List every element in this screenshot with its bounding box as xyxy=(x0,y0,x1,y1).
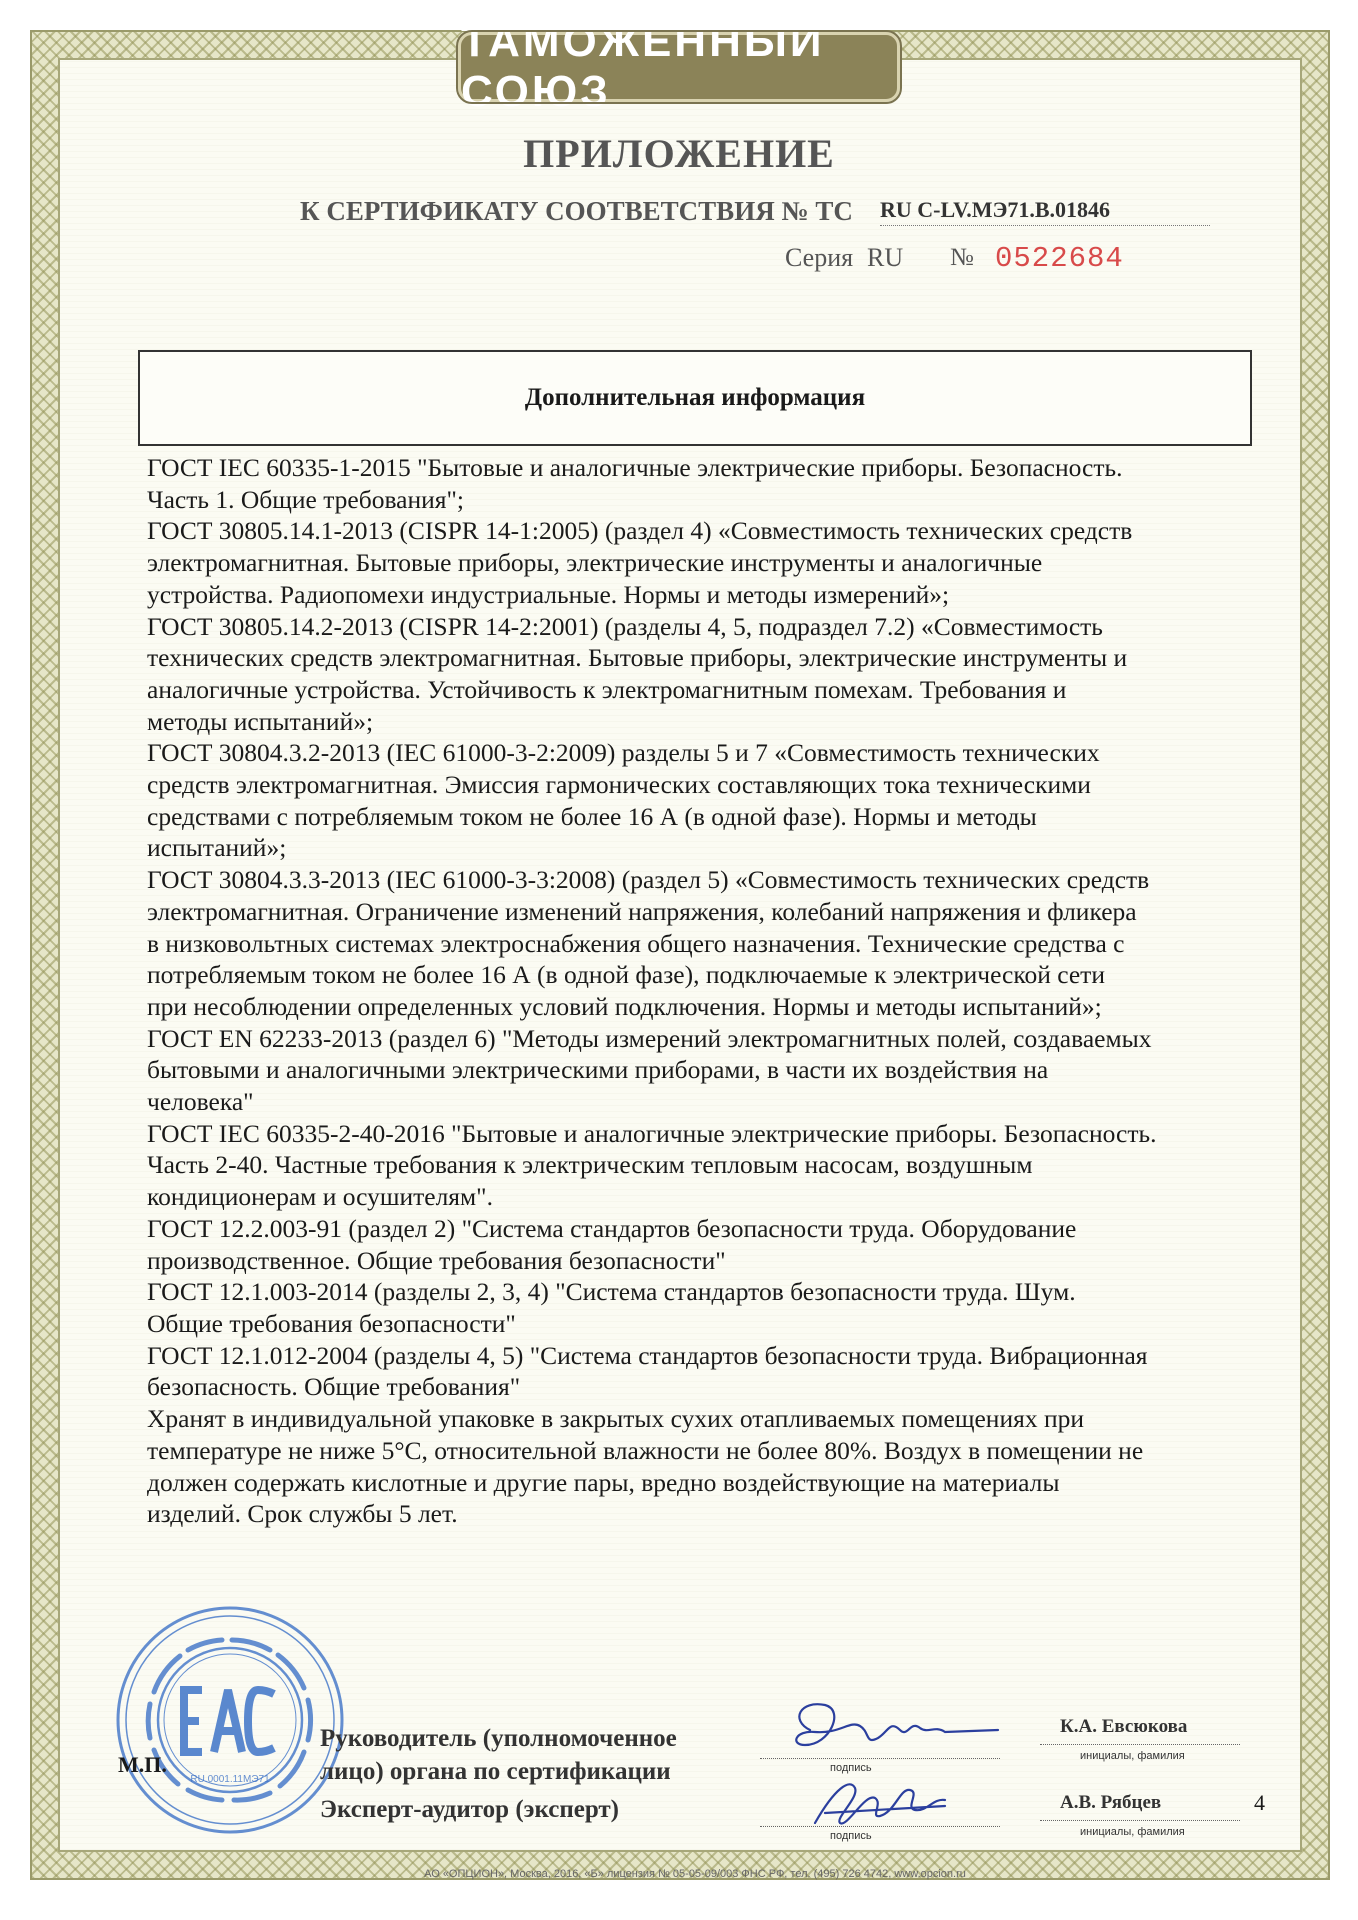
svg-text:RU.0001.11МЭ71: RU.0001.11МЭ71 xyxy=(190,1774,270,1785)
body-line: Часть 1. Общие требования"; xyxy=(147,484,465,514)
series-value: RU xyxy=(867,243,904,272)
additional-info-box xyxy=(138,350,1252,446)
page-title: ПРИЛОЖЕНИЕ xyxy=(523,131,835,176)
body-line: методы испытаний»; xyxy=(147,706,374,736)
expert-signature xyxy=(795,1768,975,1838)
body-line: ГОСТ IEC 60335-2-40-2016 "Бытовые и аналогичные электрические приборы. Безопасность. xyxy=(147,1118,1157,1148)
head-name-line xyxy=(1040,1744,1240,1745)
certificate-prefix: К СЕРТИФИКАТУ СООТВЕТСТВИЯ № ТС xyxy=(300,196,853,226)
body-line: средствами с потребляемым током не более 16 А (в одной фазе). Нормы и методы xyxy=(147,801,1037,831)
expert-role-label: Эксперт-аудитор (эксперт) xyxy=(320,1796,620,1823)
body-line: ГОСТ EN 62233-2013 (раздел 6) "Методы измерений электромагнитных полей, создаваемых xyxy=(147,1023,1152,1053)
body-line: производственное. Общие требования безопасности" xyxy=(147,1245,726,1275)
body-line: испытаний»; xyxy=(147,833,287,863)
body-line: ГОСТ 30804.3.2-2013 (IEC 61000-3-2:2009) разделы 5 и 7 «Совместимость технических xyxy=(147,738,1100,768)
body-line: технических средств электромагнитная. Бытовые приборы, электрические инструменты и xyxy=(147,643,1128,673)
body-line: устройства. Радиопомехи индустриальные. Нормы и методы измерений»; xyxy=(147,579,950,609)
number-label: № xyxy=(950,244,974,271)
body-line: Общие требования безопасности" xyxy=(147,1308,516,1338)
printer-footer: АО «ОПЦИОН», Москва, 2016, «Б» лицензия № 05-05-09/003 ФНС РФ, тел. (495) 726 4742, www.opcion.ru xyxy=(424,1868,966,1880)
serial-number: 0522684 xyxy=(995,242,1124,275)
body-line: безопасность. Общие требования" xyxy=(147,1372,521,1402)
body-line: изделий. Срок службы 5 лет. xyxy=(147,1499,458,1529)
expert-name-caption: инициалы, фамилия xyxy=(1080,1826,1185,1838)
body-line: человека" xyxy=(147,1087,254,1117)
series-label: Серия xyxy=(785,243,854,272)
expert-name-line xyxy=(1040,1820,1240,1821)
body-line: температуре не ниже 5°С, относительной влажности не более 80%. Воздух в помещении не xyxy=(147,1435,1144,1465)
body-line: Часть 2-40. Частные требования к электрическим тепловым насосам, воздушным xyxy=(147,1150,1033,1180)
body-line: электромагнитная. Ограничение изменений напряжения, колебаний напряжения и фликера xyxy=(147,896,1137,926)
head-signature-line xyxy=(760,1758,1000,1759)
body-line: должен содержать кислотные и другие пары, вредно воздействующие на материалы xyxy=(147,1467,1060,1497)
head-signature-caption: подпись xyxy=(830,1762,872,1774)
body-line: электромагнитная. Бытовые приборы, электрические инструменты и аналогичные xyxy=(147,548,1043,578)
body-line: ГОСТ 12.1.003-2014 (разделы 2, 3, 4) "Система стандартов безопасности труда. Шум. xyxy=(147,1277,1076,1307)
body-line: средств электромагнитная. Эмиссия гармонических составляющих тока техническими xyxy=(147,770,1091,800)
body-line: ГОСТ 30804.3.3-2013 (IEC 61000-3-3:2008) (раздел 5) «Совместимость технических средств xyxy=(147,865,1150,895)
expert-signature-line xyxy=(760,1826,1000,1827)
head-name-caption: инициалы, фамилия xyxy=(1080,1750,1185,1762)
eac-seal-stamp xyxy=(110,1600,350,1840)
stamp-place-label: М.П. xyxy=(118,1752,167,1777)
page-number: 4 xyxy=(1254,1790,1265,1815)
body-line: бытовыми и аналогичными электрическими приборами, в части их воздействия на xyxy=(147,1055,1049,1085)
body-line: ГОСТ 12.2.003-91 (раздел 2) "Система стандартов безопасности труда. Оборудование xyxy=(147,1213,1077,1243)
certificate-number: RU C-LV.МЭ71.В.01846 xyxy=(880,197,1210,226)
expert-signature-caption: подпись xyxy=(830,1830,872,1842)
body-line: аналогичные устройства. Устойчивость к электромагнитным помехам. Требования и xyxy=(147,674,1067,704)
standards-list xyxy=(147,452,1247,1530)
body-line: ГОСТ 30805.14.1-2013 (CISPR 14-1:2005) (раздел 4) «Совместимость технических средств xyxy=(147,516,1133,546)
additional-info-heading: Дополнительная информация xyxy=(524,384,866,411)
body-line: ГОСТ IEC 60335-1-2015 "Бытовые и аналогичные электрические приборы. Безопасность. xyxy=(147,453,1123,482)
body-line: в низковольтных системах электроснабжения общего назначения. Технические средства с xyxy=(147,928,1125,958)
body-line: при несоблюдении определенных условий подключения. Нормы и методы испытаний»; xyxy=(147,991,1102,1021)
head-name: К.А. Евсюкова xyxy=(1060,1716,1188,1737)
body-line: кондиционерам и осушителям". xyxy=(147,1182,493,1212)
body-line: ГОСТ 12.1.012-2004 (разделы 4, 5) "Система стандартов безопасности труда. Вибрационная xyxy=(147,1340,1148,1370)
body-line: Хранят в индивидуальной упаковке в закрытых сухих отапливаемых помещениях при xyxy=(147,1404,1084,1434)
expert-name: А.В. Рябцев xyxy=(1060,1792,1162,1813)
body-line: потребляемым током не более 16 А (в одной фазе), подключаемые к электрической сети xyxy=(147,960,1105,990)
body-line: ГОСТ 30805.14.2-2013 (CISPR 14-2:2001) (разделы 4, 5, подраздел 7.2) «Совместимость xyxy=(147,611,1103,641)
head-role-label: Руководитель (уполномоченное лицо) органа по сертификации xyxy=(320,1725,677,1785)
customs-union-banner: ТАМОЖЕННЫЙ СОЮЗ xyxy=(458,32,900,102)
